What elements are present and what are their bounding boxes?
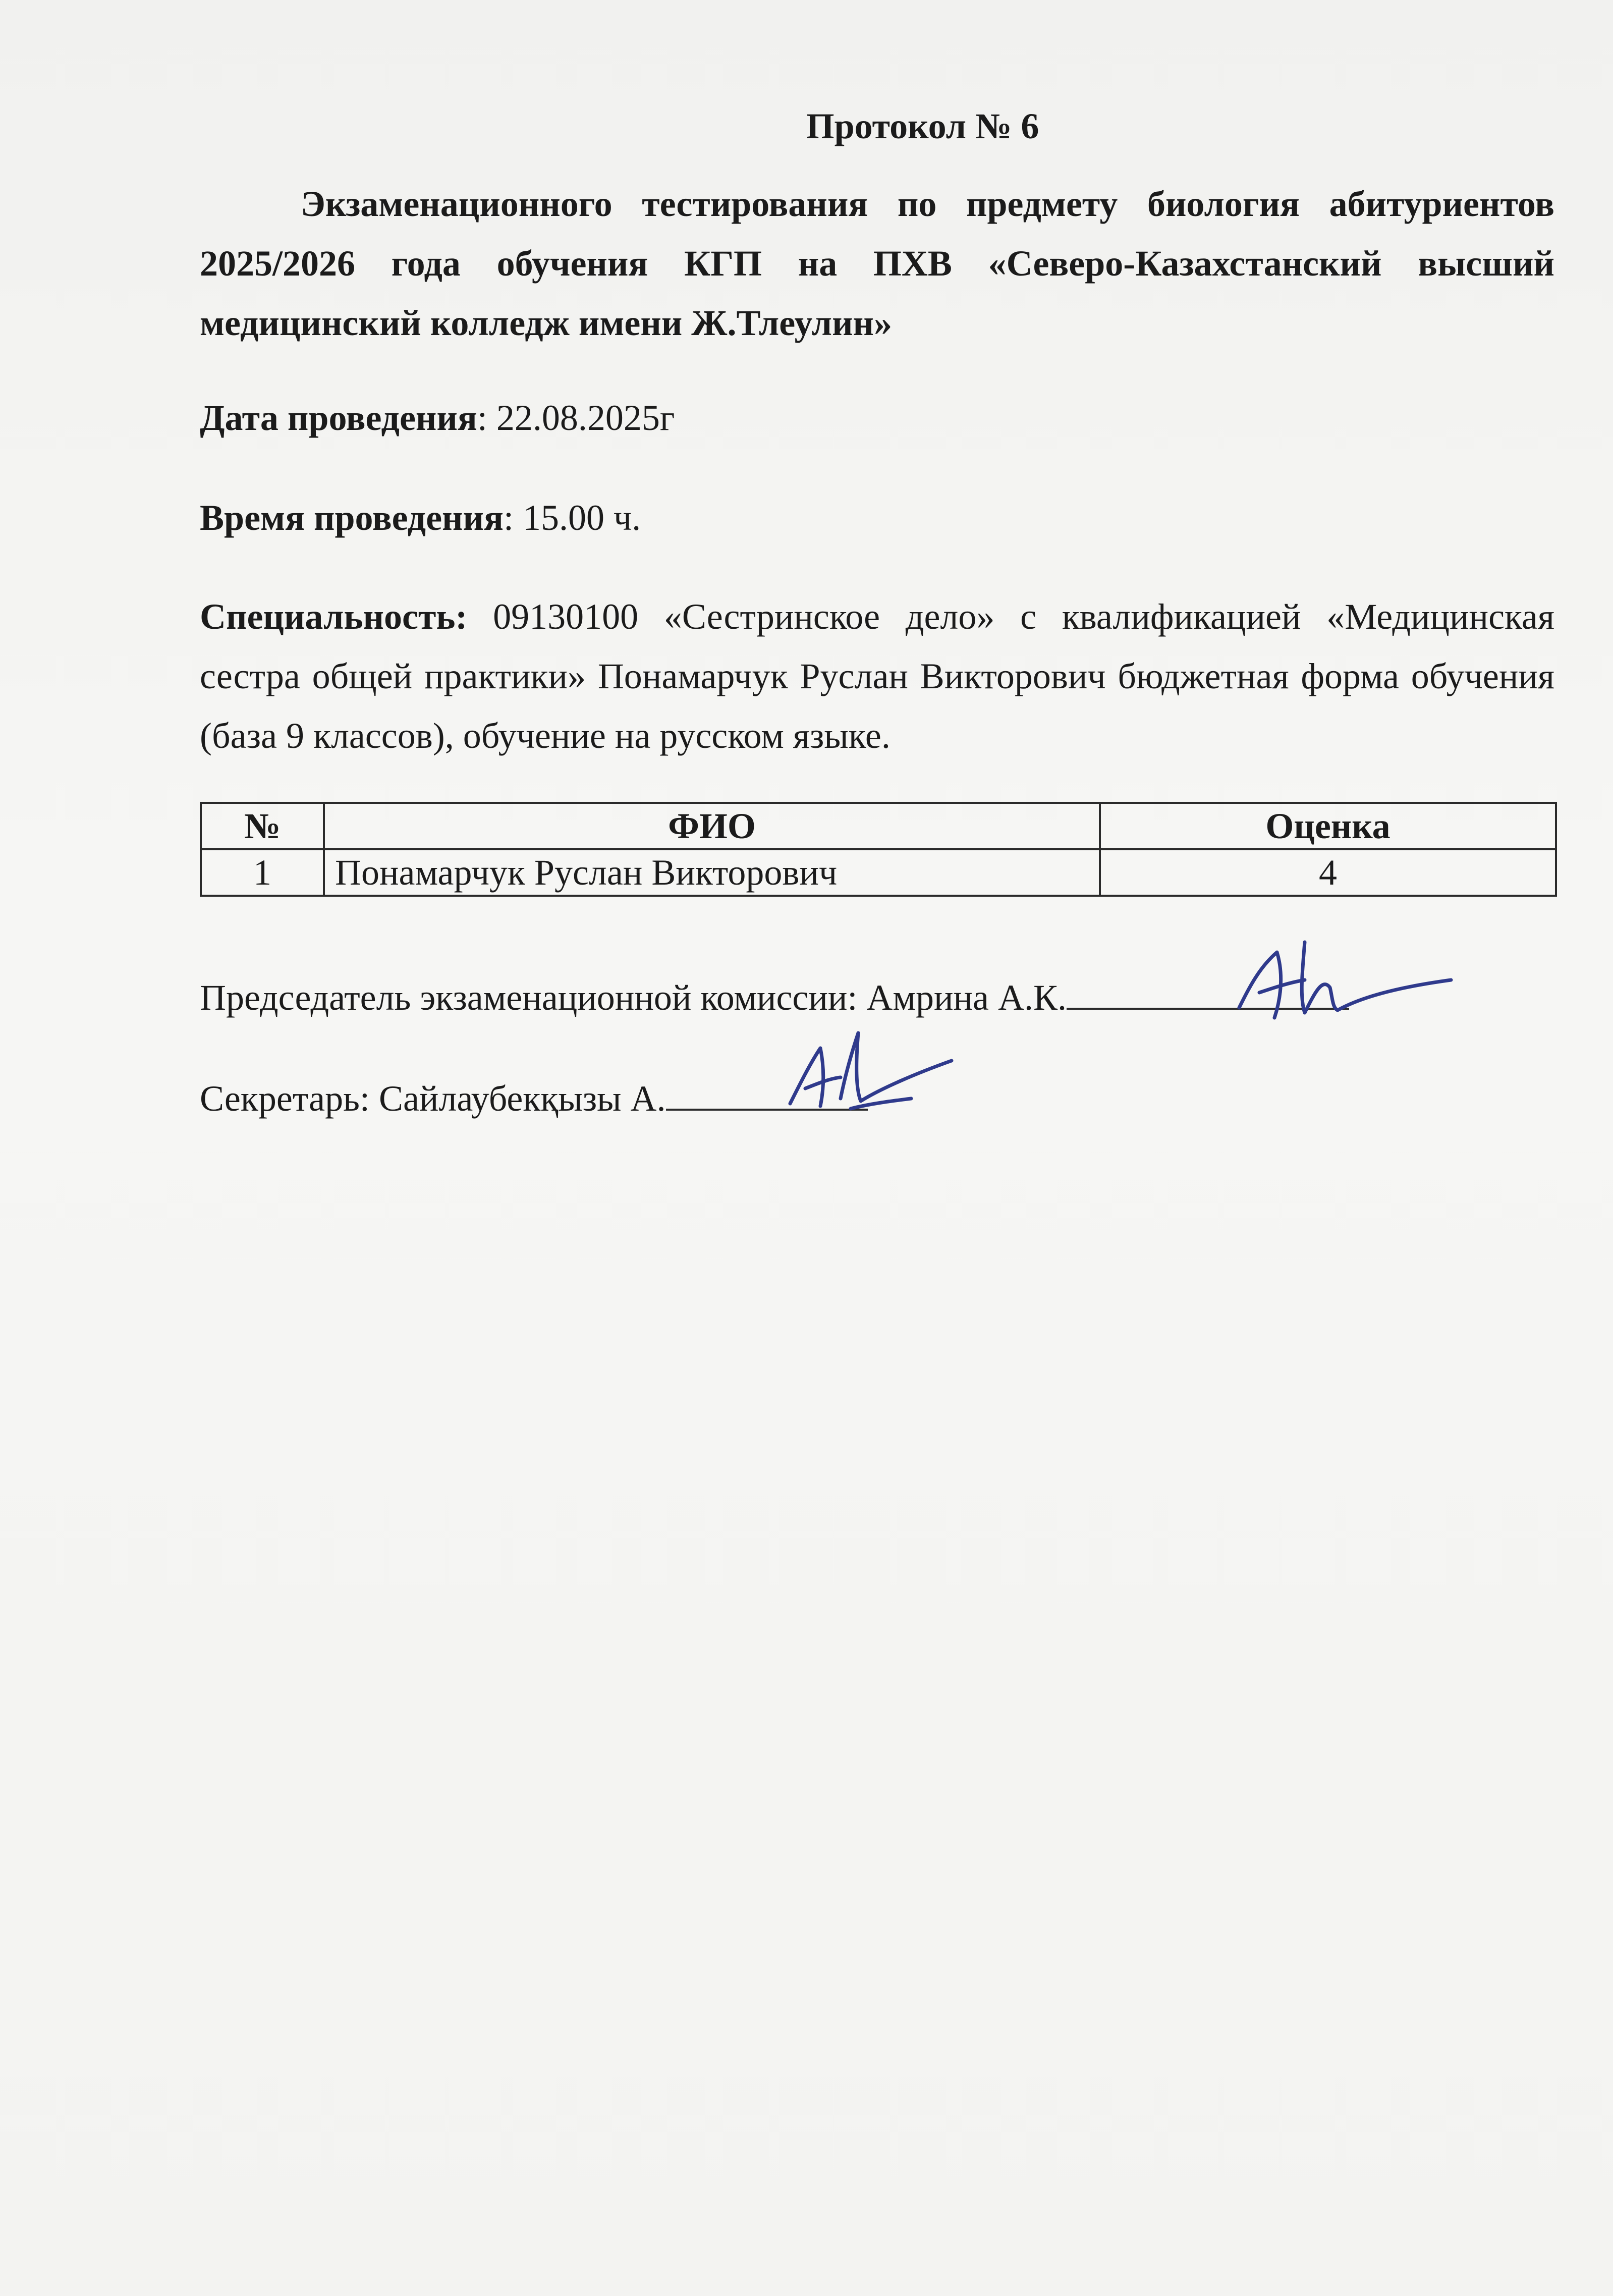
header-name: ФИО xyxy=(324,803,1100,849)
protocol-title: Протокол № 6 xyxy=(806,106,1039,146)
secretary-signature-row xyxy=(200,1073,1554,1124)
chair-signature-line xyxy=(1067,972,1349,1010)
exam-date xyxy=(200,388,1554,448)
header-grade: Оценка xyxy=(1100,803,1556,849)
chair-label: Председатель экзаменационной комиссии: Амрина А.К. xyxy=(200,977,1067,1018)
row-name: Понамарчук Руслан Викторович xyxy=(324,849,1100,896)
exam-time-label: Время проведения xyxy=(200,498,504,538)
specialty-label: Специальность: xyxy=(200,596,468,637)
exam-time-value: : 15.00 ч. xyxy=(503,498,641,538)
specialty-value: 09130100 «Сестринское дело» с квалификацией «Медицинская сестра общей практики» Понамарчук Руслан Викторович бюджетная форма обучения (база 9 классов), обучение на русском языке. xyxy=(200,596,1554,756)
row-grade: 4 xyxy=(1100,849,1556,896)
secretary-signature-line xyxy=(666,1073,868,1111)
exam-time xyxy=(200,488,1554,548)
results-table xyxy=(200,802,1557,897)
row-number: 1 xyxy=(201,849,324,896)
chair-signature-row xyxy=(200,972,1554,1023)
secretary-label: Секретарь: Сайлаубекқызы А. xyxy=(200,1078,666,1119)
table-header-row xyxy=(201,803,1556,849)
header-number: № xyxy=(201,803,324,849)
specialty xyxy=(200,587,1554,766)
exam-date-label: Дата проведения xyxy=(200,398,477,438)
protocol-content xyxy=(200,103,1554,1124)
protocol-intro: Экзаменационного тестирования по предмету биология абитуриентов 2025/2026 года обучения КГП на ПХВ «Северо-Казахстанский высший медицинский колледж имени Ж.Тлеулин» xyxy=(200,184,1554,343)
exam-date-value: : 22.08.2025г xyxy=(477,398,675,438)
table-row xyxy=(201,849,1556,896)
